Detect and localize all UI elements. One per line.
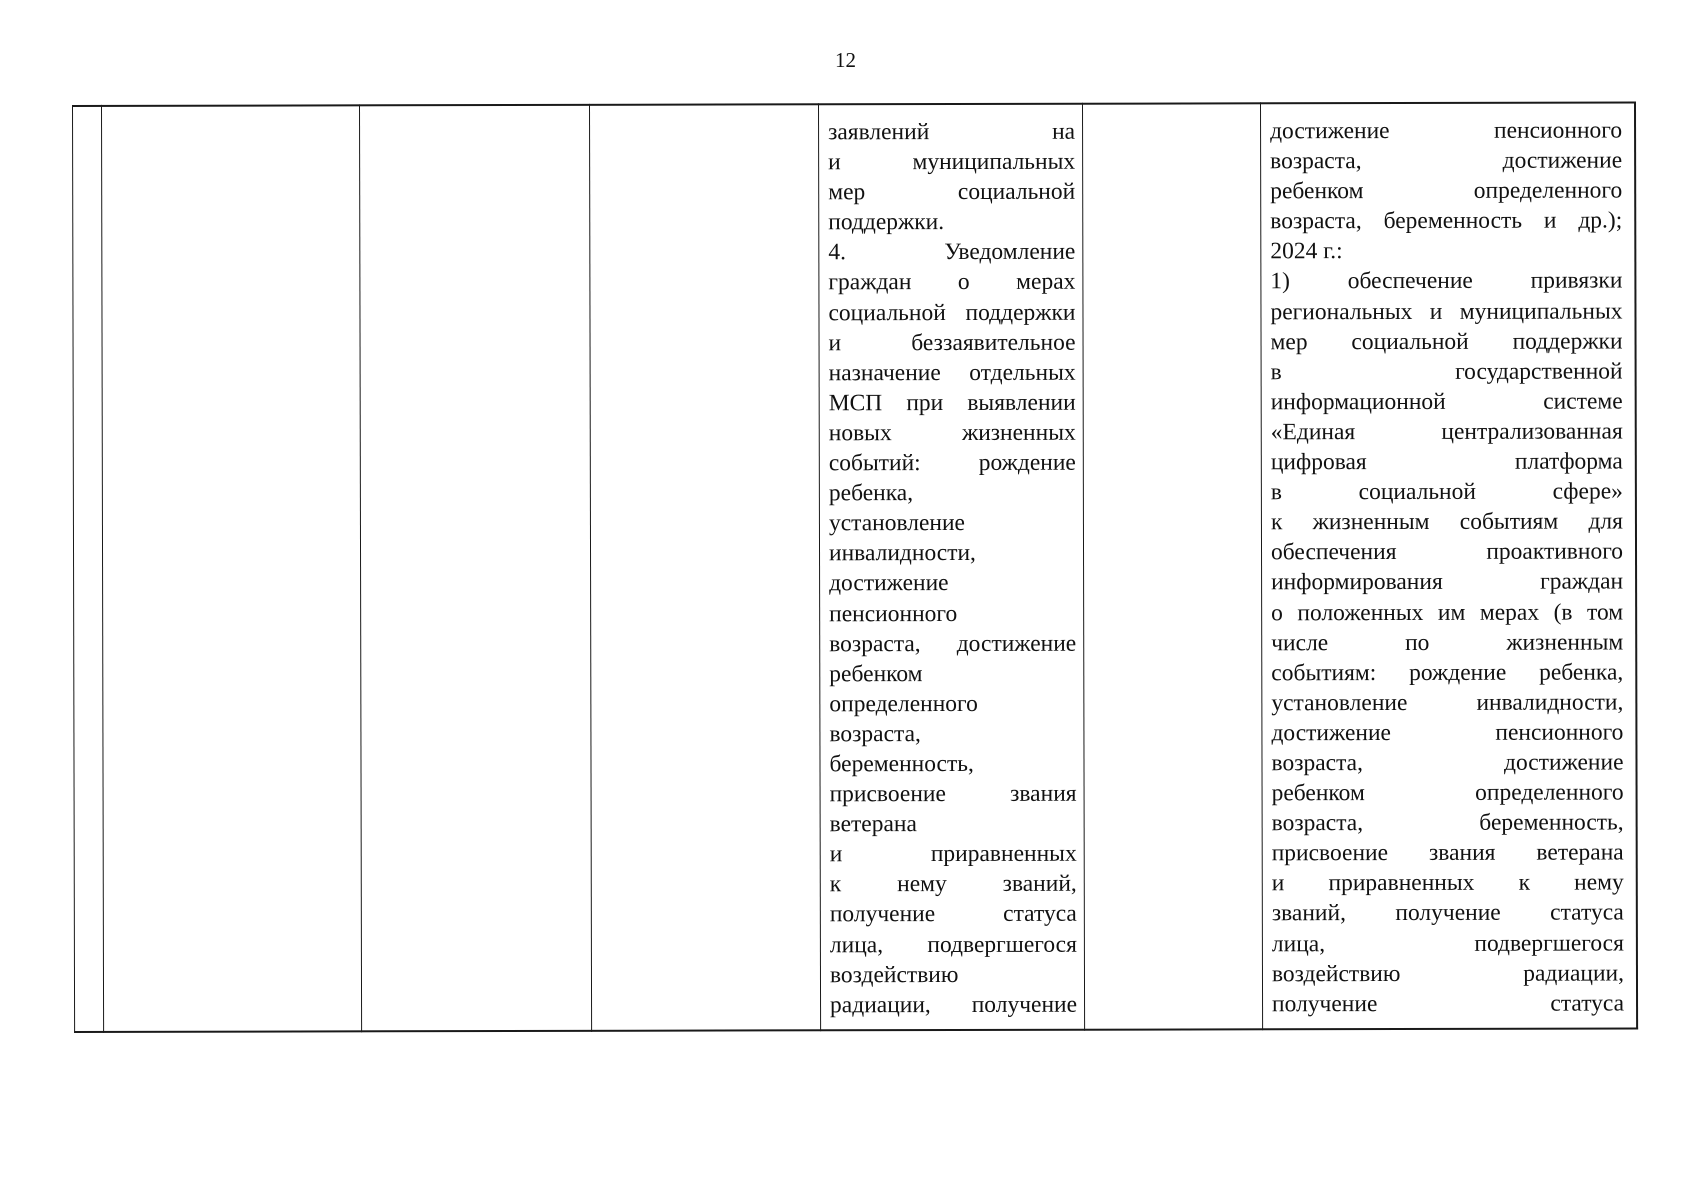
text-line: беременность, [829,750,974,778]
text-line: новых жизненных [828,419,1076,447]
text-line: поддержки. [828,209,945,236]
table-column-border-2 [101,105,104,1033]
text-line: информирования граждан [1271,568,1624,596]
text-line: воздействию радиации, [1271,960,1625,987]
text-line: ребенка, [828,480,914,507]
text-line: возраста, беременность, [1271,809,1624,837]
text-line: возраста, беременность и др.); [1270,207,1623,235]
text-line: цифровая платформа [1270,448,1623,476]
text-line: ребенком определенного [1270,177,1623,205]
text-line: и муниципальных [828,148,1076,176]
text-line: пенсионного [829,600,958,627]
text-line: в государственной [1270,358,1623,386]
text-line: и приравненных [829,840,1077,868]
text-line: установление [828,510,966,537]
text-line: к нему званий, [829,871,1077,898]
text-line: МСП при выявлении [828,389,1076,417]
text-line: получение статуса [829,901,1077,928]
text-line: лица, подвергшегося [1271,930,1624,957]
table-right-border [1634,101,1638,1029]
text-line: возраста, достижение [829,630,1077,657]
text-line: мер социальной поддержки [1270,328,1623,355]
text-line: присвоение звания [829,780,1077,808]
document-table [72,101,1638,1033]
text-line: присвоение звания ветерана [1271,839,1624,867]
table-bottom-border [74,1027,1638,1033]
table-column-border-6 [1082,103,1085,1031]
text-line: достижение [829,570,949,597]
text-line: ребенком определенного [1271,779,1624,807]
table-top-border [72,101,1636,107]
text-line: событиям: рождение ребенка, [1271,659,1624,686]
table-column-border-4 [589,104,592,1032]
text-line: социальной поддержки [828,299,1076,326]
page-number: 12 [835,48,856,72]
text-line: ветерана [829,811,917,838]
text-line: назначение отдельных [828,359,1076,387]
text-line: и беззаявительное [828,329,1076,356]
text-line: 4. Уведомление [828,239,1076,266]
text-line: заявлений на [828,118,1076,146]
text-line: региональных и муниципальных [1270,298,1623,325]
text-line: к жизненным событиям для [1270,508,1623,536]
table-column-border-1 [72,105,75,1033]
text-line: обеспечения проактивного [1270,538,1624,566]
text-line: лица, подвергшегося [829,931,1077,958]
table-cell-col5 [828,117,1077,1020]
text-line: достижение пенсионного [1270,117,1623,145]
text-line: достижение пенсионного [1271,719,1624,747]
text-line: возраста, [829,720,921,748]
text-line: установление инвалидности, [1271,689,1624,717]
text-line: получение статуса [1272,990,1625,1017]
text-line: «Единая централизованная [1270,418,1623,446]
text-line: в социальной сфере» [1270,478,1623,506]
text-line: 2024 г.: [1270,238,1343,265]
text-line: числе по жизненным [1271,629,1624,656]
text-line: инвалидности, [828,540,976,567]
table-column-border-3 [359,104,362,1032]
text-line: радиации, получение [830,991,1078,1019]
text-line: званий, получение статуса [1271,899,1624,927]
text-line: о положенных им мерах (в том [1271,598,1624,626]
table-column-border-7 [1260,102,1263,1030]
text-line: возраста, достижение [1270,147,1623,175]
text-line: определенного [829,690,978,718]
text-line: информационной системе [1270,388,1623,416]
text-line: 1) обеспечение привязки [1270,267,1623,295]
text-line: граждан о мерах [828,269,1076,296]
text-line: воздействию [829,961,959,988]
text-line: событий: рождение [828,449,1076,477]
text-line: мер социальной [828,178,1076,206]
table-cell-col7 [1270,115,1624,1019]
table-column-border-5 [818,103,821,1031]
text-line: ребенком [829,660,923,687]
text-line: и приравненных к нему [1271,869,1624,897]
text-line: возраста, достижение [1271,749,1624,777]
